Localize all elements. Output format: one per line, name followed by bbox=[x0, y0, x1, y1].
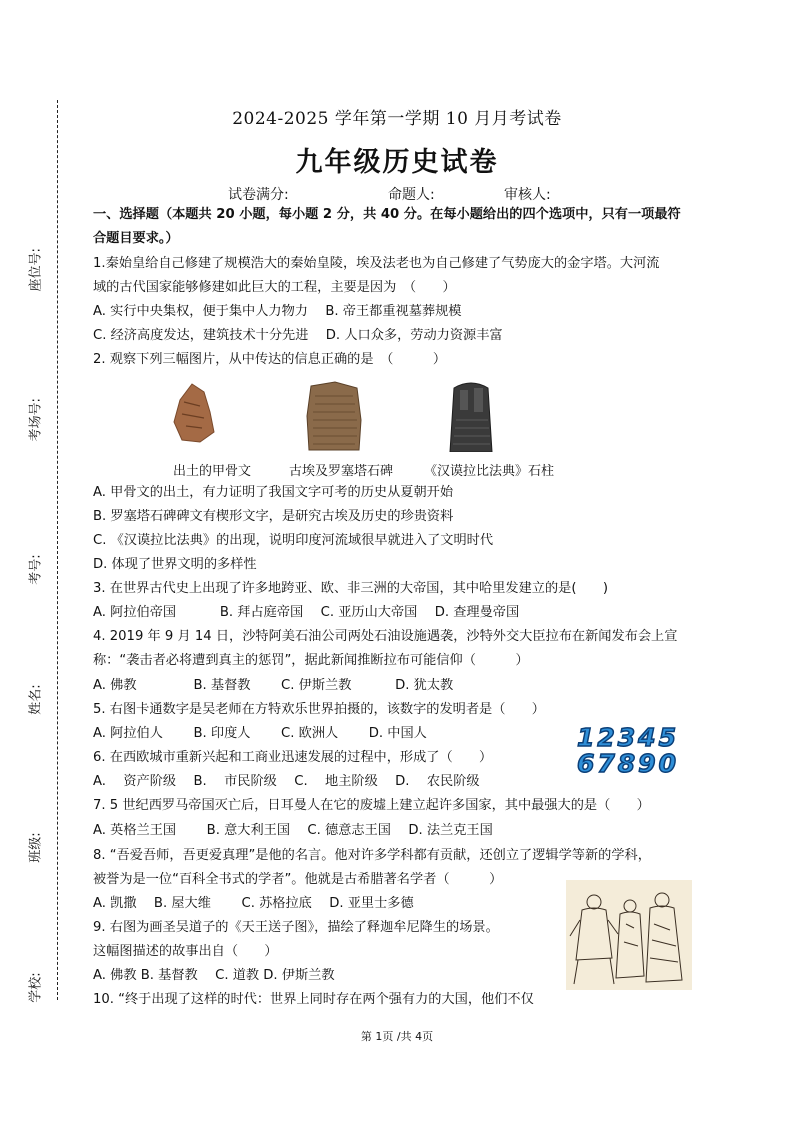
hammurabi-stele-image bbox=[448, 378, 494, 452]
section-instructions-1: （本题共 20 小题，每小题 2 分，共 40 分。在每小题给出的四个选项中，只有一项最符 bbox=[158, 207, 681, 222]
caption-hammurabi: 《汉谟拉比法典》石柱 bbox=[424, 464, 555, 479]
q4-line1: 4. 2019 年 9 月 14 日，沙特阿美石油公司两处石油设施遇袭，沙特外交大臣拉布在新闻发布会上宣 bbox=[93, 629, 678, 644]
q2-option-b: B. 罗塞塔石碑碑文有楔形文字，是研究古埃及历史的珍贵资料 bbox=[93, 509, 454, 524]
binding-dashed-line bbox=[57, 100, 58, 1000]
seat-number-label: 座位号: bbox=[28, 248, 44, 292]
q2-option-a: A. 甲骨文的出土，有力证明了我国文字可考的历史从夏朝开始 bbox=[93, 485, 454, 500]
setter-label: 命题人: bbox=[388, 187, 435, 203]
q5-stem: 5. 右图卡通数字是吴老师在方特欢乐世界拍摄的，该数字的发明者是（ ） bbox=[93, 702, 545, 717]
q3-options: A. 阿拉伯帝国 B. 拜占庭帝国 C. 亚历山大帝国 D. 查理曼帝国 bbox=[93, 605, 520, 620]
numerals-row-1: 12345 bbox=[577, 723, 679, 752]
caption-oracle-bone: 出土的甲骨文 bbox=[173, 464, 252, 479]
q1-options-cd: C. 经济高度发达，建筑技术十分先进 D. 人口众多，劳动力资源丰富 bbox=[93, 328, 503, 343]
numerals-row-2: 67890 bbox=[577, 749, 679, 776]
section-heading: 一、选择题 bbox=[93, 207, 159, 222]
q2-option-d: D. 体现了世界文明的多样性 bbox=[93, 557, 257, 572]
q1-line1: 1.秦始皇给自己修建了规模浩大的秦始皇陵，埃及法老也为自己修建了气势庞大的金字塔。大河流 bbox=[93, 256, 660, 271]
exam-id-label: 考号: bbox=[28, 554, 44, 585]
section-heading-line bbox=[93, 206, 681, 224]
section-instructions-2: 合题目要求。） bbox=[93, 231, 179, 246]
q2-stem: 2. 观察下列三幅图片，从中传达的信息正确的是 （ ） bbox=[93, 352, 447, 367]
q7-options: A. 英格兰王国 B. 意大利王国 C. 德意志王国 D. 法兰克王国 bbox=[93, 823, 493, 838]
q6-options: A. 资产阶级 B. 市民阶级 C. 地主阶级 D. 农民阶级 bbox=[93, 774, 480, 789]
q3-stem: 3. 在世界古代史上出现了许多地跨亚、欧、非三洲的大帝国，其中哈里发建立的是( ) bbox=[93, 581, 608, 596]
caption-rosetta-stone: 古埃及罗塞塔石碑 bbox=[289, 464, 394, 479]
cartoon-numerals-image bbox=[548, 722, 708, 776]
q9-options: A. 佛教 B. 基督教 C. 道教 D. 伊斯兰教 bbox=[93, 968, 335, 983]
full-score-label: 试卷满分: bbox=[228, 187, 289, 203]
q7-stem: 7. 5 世纪西罗马帝国灭亡后，日耳曼人在它的废墟上建立起许多国家，其中最强大的是（ ） bbox=[93, 798, 650, 813]
q8-options: A. 凯撒 B. 屋大维 C. 苏格拉底 D. 亚里士多德 bbox=[93, 896, 414, 911]
q4-options: A. 佛教 B. 基督教 C. 伊斯兰教 D. 犹太教 bbox=[93, 678, 454, 693]
subject-title: 九年级历史试卷 bbox=[295, 147, 499, 178]
q2-option-c: C. 《汉谟拉比法典》的出现，说明印度河流域很早就进入了文明时代 bbox=[93, 533, 494, 548]
q6-stem: 6. 在西欧城市重新兴起和工商业迅速发展的过程中，形成了（ ） bbox=[93, 750, 493, 765]
oracle-bone-image bbox=[170, 382, 218, 444]
q9-line2: 这幅图描述的故事出自（ ） bbox=[93, 944, 278, 959]
reviewer-label: 审核人: bbox=[504, 187, 551, 203]
rosetta-stone-image bbox=[305, 380, 363, 452]
q9-line1: 9. 右图为画圣吴道子的《天王送子图》，描绘了释迦牟尼降生的场景。 bbox=[93, 920, 499, 935]
q1-line2: 域的古代国家能够修建如此巨大的工程，主要是因为 （ ） bbox=[93, 280, 456, 295]
page-footer: 第 1页 /共 4页 bbox=[360, 1030, 434, 1043]
class-label: 班级: bbox=[28, 832, 44, 863]
exam-header-title: 2024-2025 学年第一学期 10 月月考试卷 bbox=[232, 109, 562, 129]
tianwang-songzi-painting-image bbox=[566, 880, 692, 990]
q8-line1: 8. “吾爱吾师，吾更爱真理”是他的名言。他对许多学科都有贡献，还创立了逻辑学等新的学科， bbox=[93, 848, 651, 863]
q5-options: A. 阿拉伯人 B. 印度人 C. 欧洲人 D. 中国人 bbox=[93, 726, 427, 741]
q1-options-ab: A. 实行中央集权，便于集中人力物力 B. 帝王都重视墓葬规模 bbox=[93, 304, 462, 319]
q8-line2: 被誉为是一位“百科全书式的学者”。他就是古希腊著名学者（ ） bbox=[93, 872, 503, 887]
q4-line2: 称：“袭击者必将遭到真主的惩罚”，据此新闻推断拉布可能信仰（ ） bbox=[93, 653, 529, 668]
q10-line1: 10. “终于出现了这样的时代：世界上同时存在两个强有力的大国，他们不仅 bbox=[93, 992, 534, 1007]
school-label: 学校: bbox=[28, 972, 44, 1003]
name-label: 姓名: bbox=[28, 684, 44, 715]
exam-room-label: 考场号: bbox=[28, 398, 44, 442]
